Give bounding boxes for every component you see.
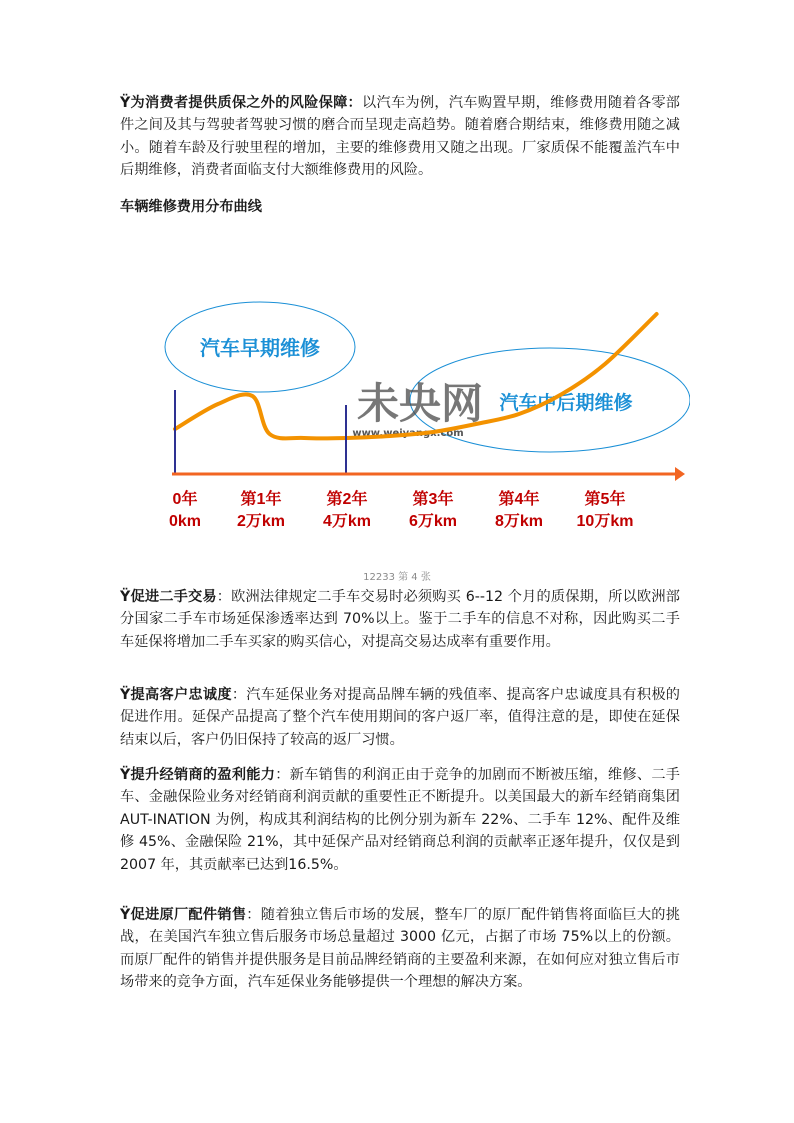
x-tick-labels bbox=[169, 489, 633, 530]
x-tick-km: 6万km bbox=[408, 513, 458, 530]
x-tick-year: 第5年 bbox=[584, 491, 626, 508]
x-tick-year: 第1年 bbox=[240, 491, 282, 508]
section-text: 欧洲法律规定二手车交易时必须购买 6--12 个月的质保期，所以欧洲部分国家二手车市场延保渗透率达到 70%以上。鉴于二手车的信息不对称，因此购买二手车延保将增加二手车买家的购买信心，对提高交易达成率有重要作用。 bbox=[120, 589, 680, 650]
image-caption: 12233 第 4 张 bbox=[363, 572, 431, 583]
section-used-car bbox=[120, 586, 680, 653]
section-bullet: Ÿ bbox=[120, 767, 131, 783]
section-dealer-profit bbox=[120, 764, 680, 876]
section-bullet: Ÿ bbox=[120, 687, 131, 703]
section-sep: ： bbox=[216, 589, 232, 605]
section-oem-parts bbox=[120, 904, 680, 994]
section-loyalty bbox=[120, 684, 680, 751]
section-paragraph bbox=[120, 904, 680, 994]
intro-text: 以汽车为例，汽车购置早期，维修费用随着各零部件之间及其与驾驶者驾驶习惯的磨合而呈现走高趋势。随着磨合期结束，维修费用随之减小。随着车龄及行驶里程的增加，主要的维修费用又随之出现。厂家质保不能覆盖汽车中后期维修，消费者面临支付大额维修费用的风险。 bbox=[120, 95, 680, 179]
section-title: 提高客户忠诚度 bbox=[130, 687, 232, 703]
section-sep: ： bbox=[275, 767, 290, 783]
bubble-early-label: 汽车早期维修 bbox=[200, 338, 320, 360]
section-text: 新车销售的利润正由于竞争的加剧而不断被压缩，维修、二手车、金融保险业务对经销商利润贡献的重要性正不断提升。以美国最大的新车经销商集团 AUT-INATION 为例，构成其利润结构的比例分别为新车 22%、二手车 12%、配件及维修 45%、金融保险 21%，其中延保产品对经销商总利润的贡献率正逐年提升，仅仅是到 2007 年，其贡献率已达到16.5%。 bbox=[120, 767, 680, 873]
watermark-cn: 未央网 bbox=[356, 379, 484, 428]
intro-paragraph bbox=[120, 92, 680, 182]
chart-heading: 车辆维修费用分布曲线 bbox=[120, 198, 262, 215]
bubble-late-label: 汽车中后期维修 bbox=[499, 393, 633, 414]
x-tick-year: 0年 bbox=[172, 491, 198, 508]
intro-block bbox=[120, 92, 680, 218]
section-sep: ： bbox=[246, 907, 261, 923]
section-title: 提升经销商的盈利能力 bbox=[130, 767, 276, 783]
x-tick-year: 第2年 bbox=[326, 491, 368, 508]
section-bullet: Ÿ bbox=[120, 589, 131, 605]
intro-title: 为消费者提供质保之外的风险保障： bbox=[130, 95, 363, 111]
maintenance-cost-chart bbox=[150, 290, 690, 540]
intro-bullet: Ÿ bbox=[120, 95, 131, 111]
section-title: 促进二手交易 bbox=[130, 589, 217, 605]
watermark-url: www.weiyangx.com bbox=[352, 428, 464, 439]
x-axis-arrow bbox=[675, 467, 685, 481]
section-text: 汽车延保业务对提高品牌车辆的残值率、提高客户忠诚度具有积极的促进作用。延保产品提高了整个汽车使用期间的客户返厂率，值得注意的是，即使在延保结束以后，客户仍旧保持了较高的返厂习惯。 bbox=[120, 687, 680, 748]
x-tick-year: 第3年 bbox=[412, 491, 454, 508]
x-tick-km: 10万km bbox=[576, 513, 634, 530]
x-tick-km: 4万km bbox=[322, 513, 372, 530]
section-bullet: Ÿ bbox=[120, 907, 131, 923]
section-paragraph bbox=[120, 586, 680, 653]
x-tick-year: 第4年 bbox=[498, 491, 540, 508]
x-tick-km: 0km bbox=[168, 513, 202, 530]
section-text: 随着独立售后市场的发展，整车厂的原厂配件销售将面临巨大的挑战，在美国汽车独立售后服务市场总量超过 3000 亿元，占据了市场 75%以上的份额。而原厂配件的销售并提供服务是目前品牌经销商的主要盈利来源，在如何应对独立售后市场带来的竞争方面，汽车延保业务能够提供一个理想的解决方案。 bbox=[120, 907, 680, 991]
section-sep: ： bbox=[231, 687, 247, 703]
section-paragraph bbox=[120, 684, 680, 751]
x-tick-km: 2万km bbox=[236, 513, 286, 530]
x-tick-km: 8万km bbox=[494, 513, 544, 530]
chart-svg bbox=[150, 290, 690, 540]
section-title: 促进原厂配件销售 bbox=[130, 907, 247, 923]
section-paragraph bbox=[120, 764, 680, 876]
